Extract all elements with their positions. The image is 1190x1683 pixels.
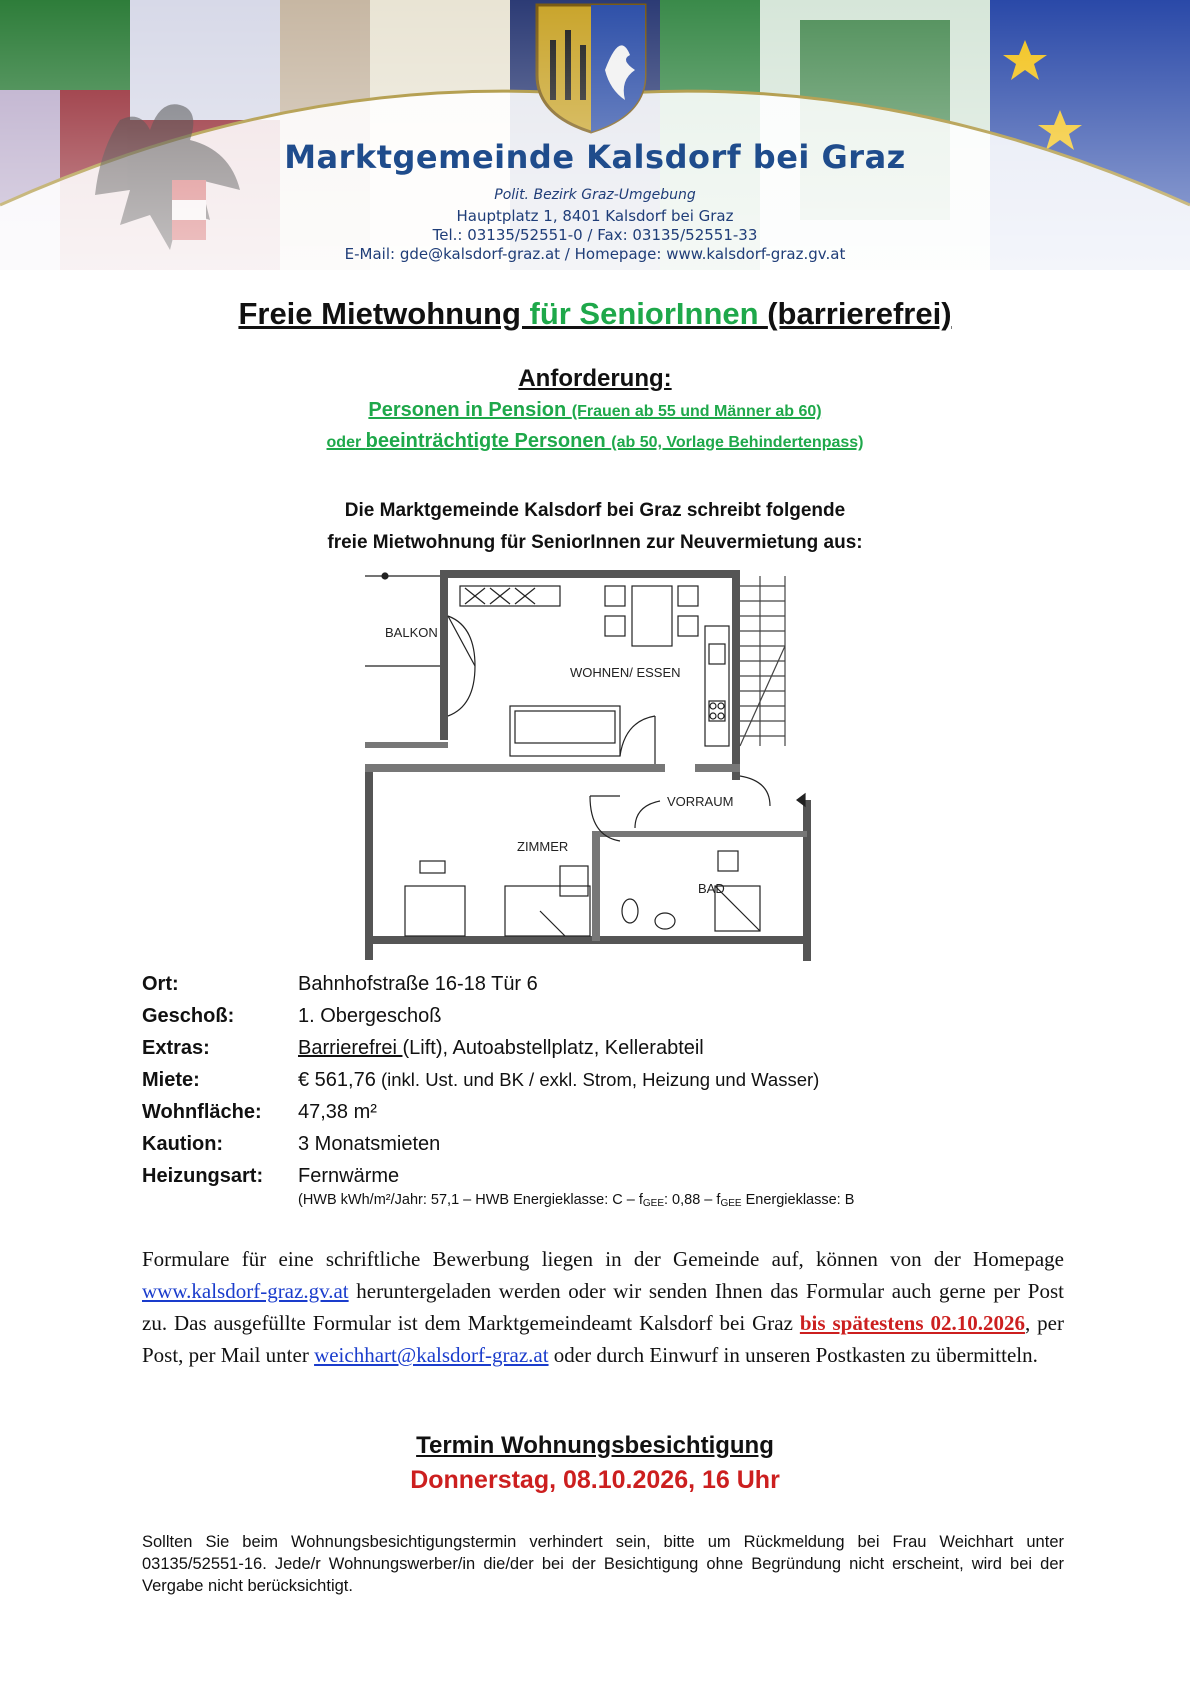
title-part-2: für SeniorInnen xyxy=(529,296,768,331)
intro-text xyxy=(0,495,1190,559)
detail-value: 1. Obergeschoß xyxy=(298,1005,442,1027)
detail-label: Miete: xyxy=(142,1069,200,1091)
energy-subscript: GEE xyxy=(720,1198,742,1209)
detail-value xyxy=(298,1069,819,1092)
rent-amount: € 561,76 xyxy=(298,1069,376,1091)
room-label-bad: BAD xyxy=(698,881,725,896)
viewing-date: Donnerstag, 08.10.2026, 16 Uhr xyxy=(410,1466,780,1494)
page-title xyxy=(0,296,1190,332)
homepage-link[interactable]: www.kalsdorf-graz.gv.at xyxy=(142,1279,349,1303)
rent-note: (inkl. Ust. und BK / exkl. Strom, Heizung und Wasser) xyxy=(375,1069,820,1090)
requirement-heading: Anforderung: xyxy=(518,365,672,392)
detail-label: Ort: xyxy=(142,973,179,995)
extras-rest: (Lift), Autoabstellplatz, Kellerabteil xyxy=(402,1037,704,1059)
detail-label: Geschoß: xyxy=(142,1005,235,1027)
detail-value: 3 Monatsmieten xyxy=(298,1133,441,1155)
municipality-title: Marktgemeinde Kalsdorf bei Graz xyxy=(284,138,906,176)
paragraph-text: heruntergeladen werden oder wir senden Ihnen das Formular auch gerne per Post zu. Das ausgefüllte Formular ist dem Marktgemeindeamt Kalsdorf bei Graz xyxy=(142,1279,1064,1335)
requirement-1-main: Personen in Pension xyxy=(368,399,572,421)
detail-label: Kaution: xyxy=(142,1133,224,1155)
application-paragraph xyxy=(142,1243,1064,1371)
floor-plan xyxy=(365,566,825,961)
title-part-3: (barrierefrei) xyxy=(767,296,952,331)
room-label-wohnen: WOHNEN/ ESSEN xyxy=(570,665,681,680)
room-label-balkon: BALKON xyxy=(385,625,438,640)
detail-value: Bahnhofstraße 16-18 Tür 6 xyxy=(298,973,538,995)
address-line: Hauptplatz 1, 8401 Kalsdorf bei Graz xyxy=(456,207,734,225)
detail-label: Heizungsart: xyxy=(142,1165,264,1187)
deadline-text: bis spätestens 02.10.2026 xyxy=(799,1311,1025,1335)
detail-label: Extras: xyxy=(142,1037,210,1059)
detail-value: Fernwärme xyxy=(298,1165,400,1187)
requirement-2-detail: (ab 50, Vorlage Behindertenpass) xyxy=(611,434,864,451)
paragraph-text: oder durch Einwurf in unseren Postkasten zu übermitteln. xyxy=(548,1343,1038,1367)
requirement-2-prefix: oder xyxy=(326,434,366,451)
paragraph-text: , per Post, per Mail unter xyxy=(142,1311,1064,1367)
energy-info xyxy=(298,1192,854,1208)
requirement-2-main: beeinträchtigte Personen xyxy=(365,430,612,452)
detail-label: Wohnfläche: xyxy=(142,1101,262,1123)
email-link[interactable]: weichhart@kalsdorf-graz.at xyxy=(314,1343,549,1367)
energy-text: : 0,88 – f xyxy=(664,1192,721,1208)
intro-line-2: freie Mietwohnung für SeniorInnen zur Neuvermietung aus: xyxy=(327,532,863,553)
district-line: Polit. Bezirk Graz-Umgebung xyxy=(494,187,696,203)
phone-line: Tel.: 03135/52551-0 / Fax: 03135/52551-33 xyxy=(432,226,758,244)
paragraph-text: Formulare für eine schriftliche Bewerbung liegen in der Gemeinde auf, können von der Homepage xyxy=(142,1247,1064,1271)
energy-text: Energieklasse: B xyxy=(741,1192,855,1208)
intro-line-1: Die Marktgemeinde Kalsdorf bei Graz schreibt folgende xyxy=(344,500,846,521)
extras-accessible: Barrierefrei xyxy=(298,1037,403,1059)
email-line: E-Mail: gde@kalsdorf-graz.at / Homepage: www.kalsdorf-graz.gv.at xyxy=(344,245,846,263)
requirement-line-2 xyxy=(0,430,1190,453)
room-label-vorraum: VORRAUM xyxy=(667,794,734,809)
energy-text: (HWB kWh/m²/Jahr: 57,1 – HWB Energieklasse: C – f xyxy=(298,1192,643,1208)
footer-note: Sollten Sie beim Wohnungsbesichtigungstermin verhindert sein, bitte um Rückmeldung bei Frau Weichhart unter 03135/52551-16. Jede/r Wohnungswerber/in die/der bei der Besichtigung ohne Begründung nicht erscheint, wird bei der Vergabe nicht berücksichtigt. xyxy=(142,1533,1064,1595)
requirement-1-detail: (Frauen ab 55 und Männer ab 60) xyxy=(571,403,822,420)
viewing-heading: Termin Wohnungsbesichtigung xyxy=(416,1432,774,1459)
room-label-zimmer: ZIMMER xyxy=(517,839,569,854)
letterhead xyxy=(0,0,1190,270)
detail-value xyxy=(298,1037,704,1060)
energy-subscript: GEE xyxy=(642,1198,664,1209)
title-part-1: Freie Mietwohnung xyxy=(238,296,530,331)
requirement-line-1 xyxy=(0,399,1190,422)
detail-value: 47,38 m² xyxy=(298,1101,377,1123)
